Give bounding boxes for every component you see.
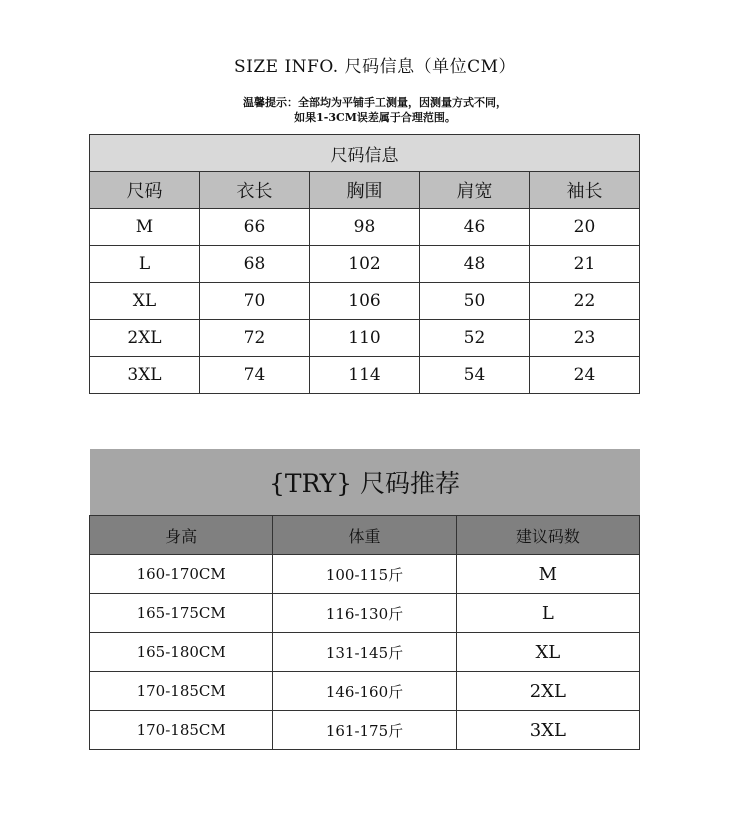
table-cell: L [90, 246, 200, 283]
table-cell: 20 [530, 209, 640, 246]
size-table-header [90, 172, 640, 209]
table-cell: XL [456, 633, 639, 672]
table-cell: 24 [530, 357, 640, 394]
table-cell: 131-145斤 [273, 633, 456, 672]
table-cell: L [456, 594, 639, 633]
table-cell: 170-185CM [90, 711, 273, 750]
table-cell: 100-115斤 [273, 555, 456, 594]
table-cell: 70 [200, 283, 310, 320]
table-cell: 3XL [90, 357, 200, 394]
table-cell: XL [90, 283, 200, 320]
table-cell: 170-185CM [90, 672, 273, 711]
size-recommend-table [89, 449, 640, 750]
column-header: 胸围 [310, 172, 420, 209]
table-row [90, 555, 640, 594]
table-cell: 23 [530, 320, 640, 357]
recommend-table-caption: {TRY} 尺码推荐 [90, 449, 640, 516]
measurement-tip [0, 95, 750, 125]
table-cell: 66 [200, 209, 310, 246]
table-cell: 98 [310, 209, 420, 246]
table-cell: 2XL [90, 320, 200, 357]
table-cell: 2XL [456, 672, 639, 711]
table-cell: 146-160斤 [273, 672, 456, 711]
recommend-table-header [90, 516, 640, 555]
table-cell: 22 [530, 283, 640, 320]
table-row [90, 357, 640, 394]
tip-line-1: 温馨提示：全部均为平铺手工测量，因测量方式不同， [243, 96, 507, 109]
column-header: 肩宽 [420, 172, 530, 209]
table-cell: 72 [200, 320, 310, 357]
column-header: 体重 [273, 516, 456, 555]
table-row [90, 246, 640, 283]
size-info-table [89, 134, 640, 394]
table-cell: 114 [310, 357, 420, 394]
table-cell: 110 [310, 320, 420, 357]
table-cell: 21 [530, 246, 640, 283]
table-row [90, 283, 640, 320]
table-cell: 106 [310, 283, 420, 320]
table-row [90, 672, 640, 711]
column-header: 身高 [90, 516, 273, 555]
table-cell: M [456, 555, 639, 594]
column-header: 衣长 [200, 172, 310, 209]
table-cell: 50 [420, 283, 530, 320]
table-row [90, 711, 640, 750]
table-cell: 165-180CM [90, 633, 273, 672]
table-cell: 116-130斤 [273, 594, 456, 633]
table-cell: 3XL [456, 711, 639, 750]
table-cell: 48 [420, 246, 530, 283]
column-header: 袖长 [530, 172, 640, 209]
table-row [90, 594, 640, 633]
table-cell: 160-170CM [90, 555, 273, 594]
tip-line-2: 如果1-3CM误差属于合理范围。 [294, 111, 456, 124]
table-cell: 165-175CM [90, 594, 273, 633]
table-cell: 102 [310, 246, 420, 283]
table-cell: 52 [420, 320, 530, 357]
column-header: 尺码 [90, 172, 200, 209]
table-row [90, 633, 640, 672]
table-row [90, 209, 640, 246]
table-cell: 46 [420, 209, 530, 246]
size-table-caption: 尺码信息 [90, 135, 640, 172]
table-cell: M [90, 209, 200, 246]
table-cell: 54 [420, 357, 530, 394]
table-cell: 74 [200, 357, 310, 394]
table-cell: 68 [200, 246, 310, 283]
table-row [90, 320, 640, 357]
table-cell: 161-175斤 [273, 711, 456, 750]
page-title: SIZE INFO. 尺码信息（单位CM） [233, 57, 517, 77]
column-header: 建议码数 [456, 516, 639, 555]
